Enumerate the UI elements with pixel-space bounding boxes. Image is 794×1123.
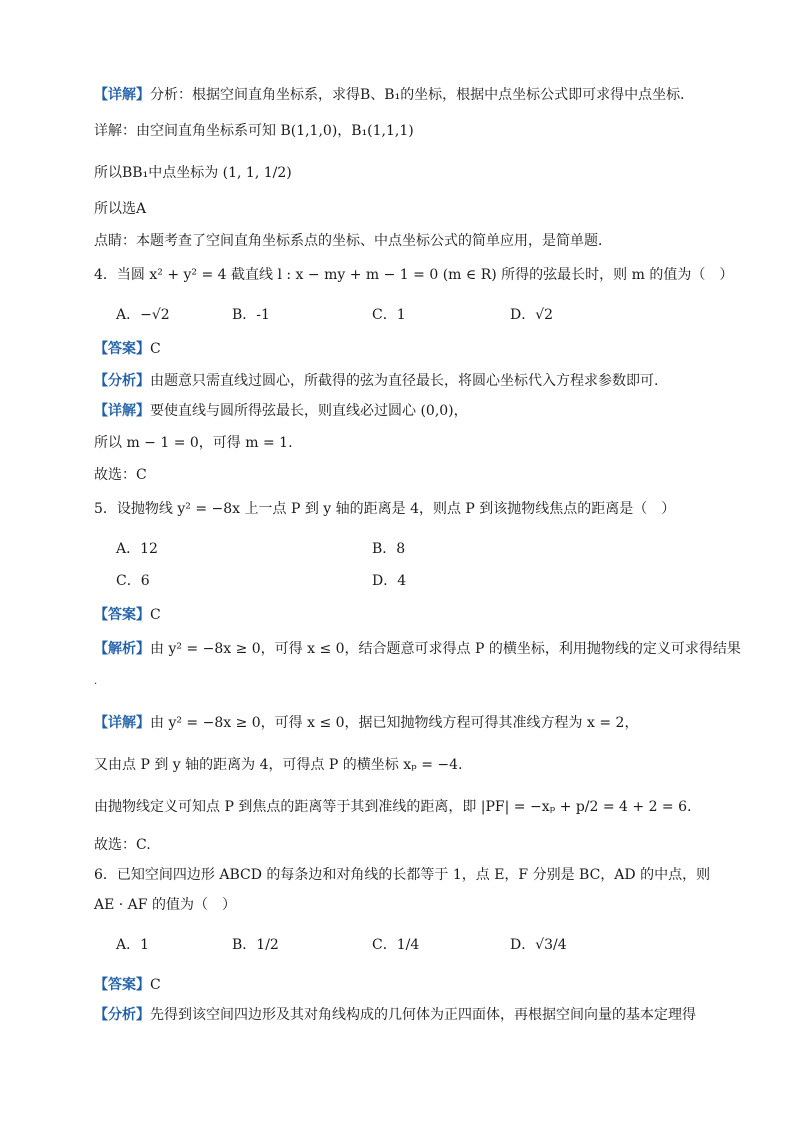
- q5-analysis: [94, 638, 741, 660]
- q5-option-a: A．12: [116, 541, 158, 557]
- q4-line2: 所以 m − 1 = 0，可得 m = 1.: [94, 435, 293, 451]
- q6-option-a: A．1: [116, 937, 150, 953]
- detail-tag: 【详解】: [94, 403, 150, 419]
- prev-detail2-line: 详解：由空间直角坐标系可知 B(1,1,0)，B₁(1,1,1): [94, 123, 414, 139]
- q6-analysis: [94, 1004, 704, 1026]
- detail-text: 要使直线与圆所得弦最长，则直线必过圆心 (0,0)，: [150, 403, 468, 419]
- prev-comment-line: 点睛：本题考查了空间直角坐标系点的坐标、中点坐标公式的简单应用，是简单题．: [94, 233, 612, 249]
- q6-stem2: AE · AF 的值为（ ）: [94, 897, 236, 913]
- q6-option-d: D．√3/4: [510, 937, 567, 953]
- answer-text: C: [150, 977, 161, 993]
- analysis-text: 由题意只需直线过圆心，所截得的弦为直径最长，将圆心坐标代入方程求参数即可.: [150, 373, 659, 389]
- q4-detail: [94, 400, 704, 422]
- q6-option-c: C．1/4: [372, 937, 420, 953]
- analysis-text: 先得到该空间四边形及其对角线构成的几何体为正四面体，再根据空间向量的基本定理得: [150, 1007, 696, 1023]
- detail-text: 分析：根据空间直角坐标系，求得B、B₁的坐标，根据中点坐标公式即可求得中点坐标．: [150, 87, 695, 103]
- q5-stem: 5．设抛物线 y² = −8x 上一点 P 到 y 轴的距离是 4，则点 P 到该抛物线焦点的距离是（ ）: [94, 501, 676, 517]
- q4-conclusion: 故选：C: [94, 467, 147, 483]
- q6-stem1: 6．已知空间四边形 ABCD 的每条边和对角线的长都等于 1，点 E，F 分别是 BC，AD 的中点，则: [94, 867, 711, 883]
- q5-analysis-end: .: [94, 676, 98, 687]
- prev-midpoint-line: 所以BB₁中点坐标为 (1, 1, 1/2): [94, 165, 292, 181]
- answer-tag: 【答案】: [94, 341, 150, 357]
- q5-option-b: B．8: [372, 541, 406, 557]
- q4-answer: [94, 338, 704, 360]
- analysis-tag: 【解析】: [94, 641, 150, 657]
- q6-answer: [94, 974, 704, 996]
- q5-line2: 又由点 P 到 y 轴的距离为 4，可得点 P 的横坐标 xₚ = −4.: [94, 757, 463, 773]
- analysis-text: 由 y² = −8x ≥ 0，可得 x ≤ 0，结合题意可求得点 P 的横坐标，利用抛物线的定义可求得结果: [150, 641, 741, 657]
- detail-tag: 【详解】: [94, 715, 150, 731]
- answer-text: C: [150, 607, 161, 623]
- prev-detail-line: [94, 84, 704, 106]
- q4-option-d: D．√2: [510, 307, 554, 323]
- q5-option-c: C．6: [116, 573, 150, 589]
- q5-line3: 由抛物线定义可知点 P 到焦点的距离等于其到准线的距离，即 |PF| = −xₚ + p/2 = 4 + 2 = 6.: [94, 799, 692, 815]
- q4-stem: 4．当圆 x² + y² = 4 截直线 l : x − my + m − 1 = 0 (m ∈ R) 所得的弦最长时，则 m 的值为（ ）: [94, 267, 734, 283]
- answer-text: C: [150, 341, 161, 357]
- answer-tag: 【答案】: [94, 977, 150, 993]
- q4-option-c: C．1: [372, 307, 406, 323]
- q6-option-b: B．1/2: [232, 937, 279, 953]
- q5-conclusion: 故选：C.: [94, 837, 151, 853]
- analysis-tag: 【分析】: [94, 373, 150, 389]
- analysis-tag: 【分析】: [94, 1007, 150, 1023]
- q4-option-b: B．-1: [232, 307, 270, 323]
- q5-detail: [94, 712, 704, 734]
- q5-option-d: D．4: [372, 573, 407, 589]
- prev-choose-line: 所以选A: [94, 201, 147, 217]
- detail-tag: 【详解】: [94, 87, 150, 103]
- answer-tag: 【答案】: [94, 607, 150, 623]
- q4-analysis: [94, 370, 704, 392]
- q5-answer: [94, 604, 704, 626]
- detail-text: 由 y² = −8x ≥ 0，可得 x ≤ 0，据已知抛物线方程可得其准线方程为 x = 2，: [150, 715, 639, 731]
- q4-option-a: A．−√2: [116, 307, 170, 323]
